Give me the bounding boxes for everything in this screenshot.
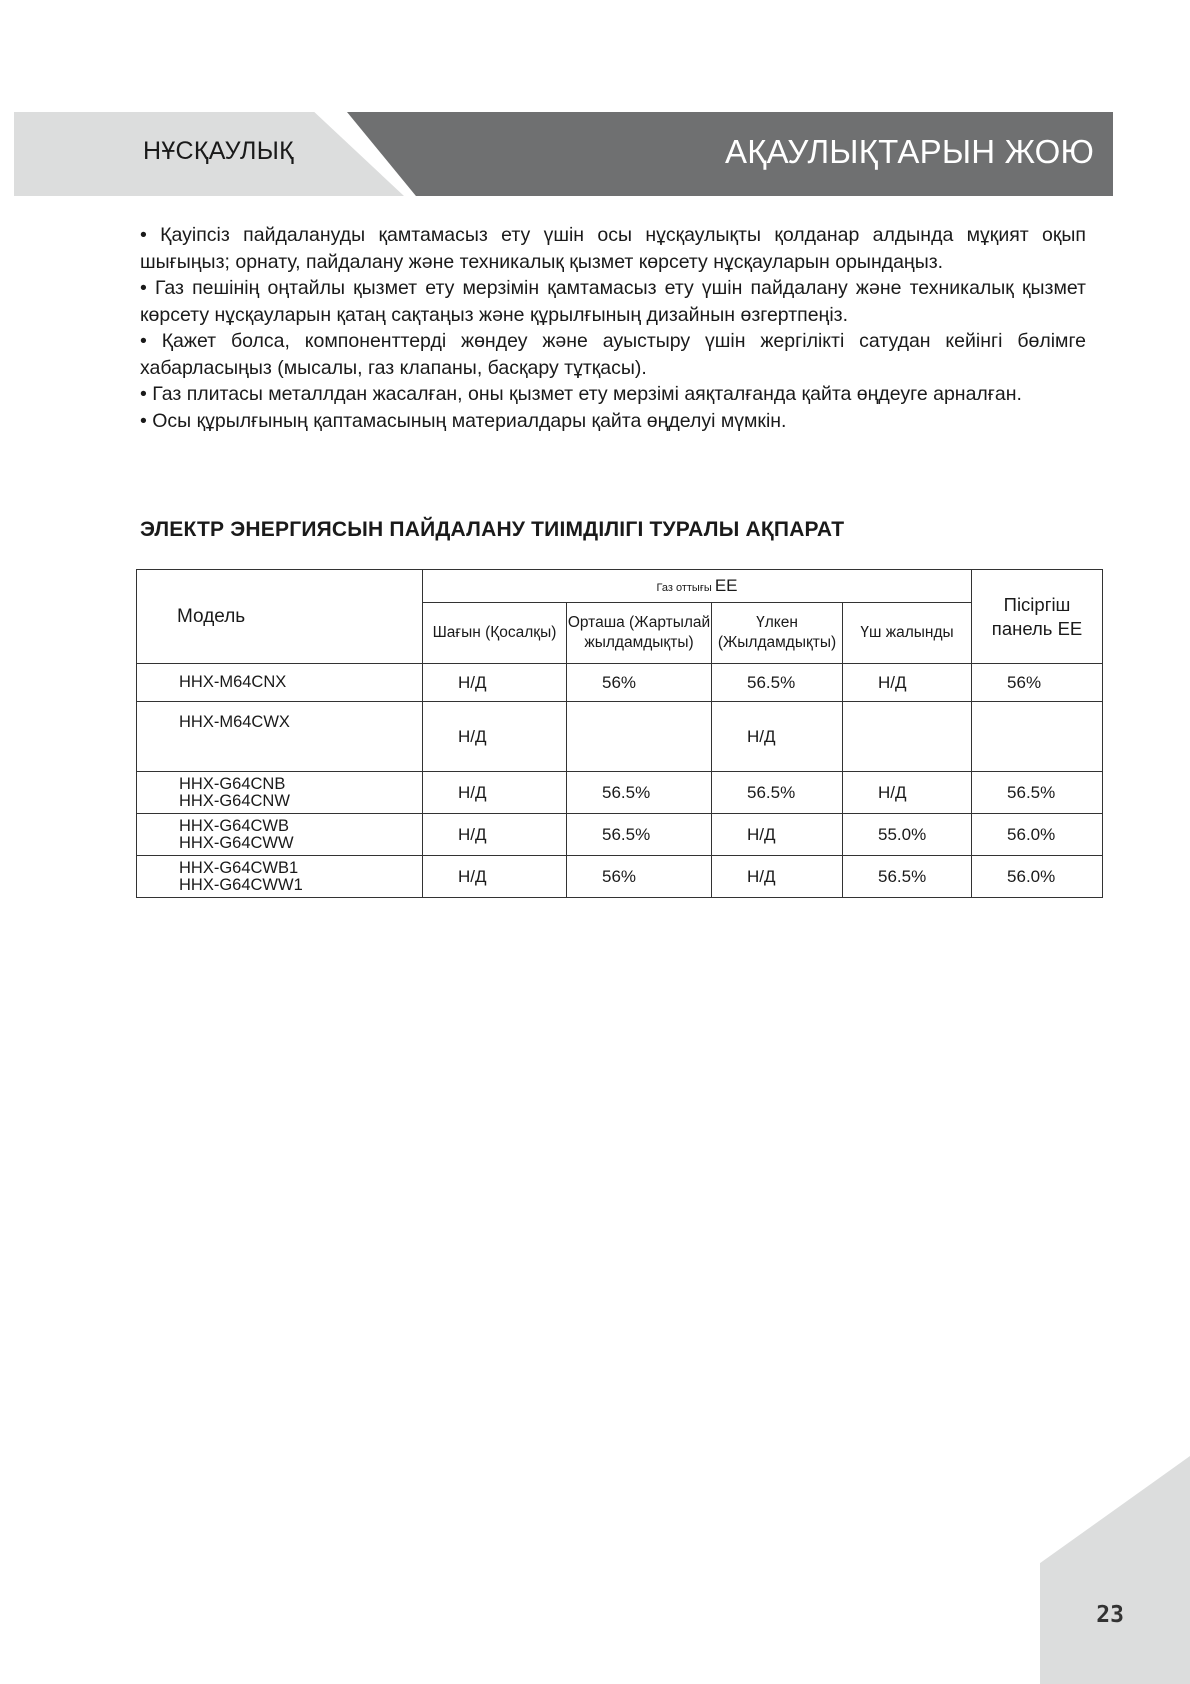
model-cell — [137, 814, 423, 856]
large-burner-value: Н/Д — [712, 814, 843, 856]
model-name: HHX-G64CWB1 — [179, 858, 299, 877]
triple-burner-value: Н/Д — [843, 664, 972, 702]
header-large-burner: Үлкен (Жылдамдықты) — [712, 603, 843, 664]
small-burner-value: Н/Д — [423, 856, 567, 898]
large-burner-value: Н/Д — [712, 702, 843, 772]
medium-burner-value: 56% — [567, 856, 712, 898]
header-gas-burner-label: Газ оттығы — [656, 582, 712, 594]
model-name: HHX-G64CWB — [179, 816, 290, 835]
header-ee-label: EE — [714, 576, 738, 595]
header-small-burner: Шағын (Қосалқы) — [423, 603, 567, 664]
page-corner-tab — [1040, 1456, 1190, 1684]
header-left-title: НҰСҚАУЛЫҚ — [143, 137, 295, 165]
small-burner-value: Н/Д — [423, 772, 567, 814]
triple-burner-value — [843, 702, 972, 772]
intro-paragraph: • Газ плитасы металлдан жасалған, оны қызмет ету мерзімі аяқталғанда қайта өңдеуге арналған. — [140, 383, 1022, 405]
intro-paragraph: • Қауіпсіз пайдалануды қамтамасыз ету үшін осы нұсқаулықты қолданар алдында мұқият оқып шығыңыз; орнату, пайдалану және техникалық қызмет көрсету нұсқауларын орындаңыз. — [140, 224, 1086, 273]
hob-ee-value: 56% — [972, 664, 1103, 702]
small-burner-value: Н/Д — [423, 664, 567, 702]
model-cell — [137, 856, 423, 898]
table-row — [137, 814, 1103, 856]
small-burner-value: Н/Д — [423, 814, 567, 856]
page-number: 23 — [1096, 1602, 1124, 1628]
model-name: HHX-G64CNW — [179, 791, 290, 810]
hob-ee-value: 56.5% — [972, 772, 1103, 814]
header-gas-burner-ee — [423, 570, 972, 603]
medium-burner-value: 56% — [567, 664, 712, 702]
energy-efficiency-table — [136, 569, 1103, 898]
section-title: ЭЛЕКТР ЭНЕРГИЯСЫН ПАЙДАЛАНУ ТИІМДІЛІГІ ТУРАЛЫ АҚПАРАТ — [140, 518, 845, 541]
model-name: HHX-G64CNB — [179, 774, 286, 793]
table-row — [137, 702, 1103, 772]
small-burner-value: Н/Д — [423, 702, 567, 772]
hob-ee-value — [972, 702, 1103, 772]
triple-burner-value: 55.0% — [843, 814, 972, 856]
table-row — [137, 664, 1103, 702]
medium-burner-value: 56.5% — [567, 814, 712, 856]
triple-burner-value: Н/Д — [843, 772, 972, 814]
medium-burner-value: 56.5% — [567, 772, 712, 814]
header-triple-burner: Үш жалынды — [843, 603, 972, 664]
large-burner-value: 56.5% — [712, 664, 843, 702]
model-name: HHX-G64CWW — [179, 833, 294, 852]
triple-burner-value: 56.5% — [843, 856, 972, 898]
large-burner-value: 56.5% — [712, 772, 843, 814]
model-cell — [137, 702, 423, 772]
model-name: HHX-G64CWW1 — [179, 875, 303, 894]
model-name: HHX-M64CWX — [179, 713, 290, 731]
hob-ee-value: 56.0% — [972, 856, 1103, 898]
table-row — [137, 856, 1103, 898]
intro-paragraph: • Қажет болса, компоненттерді жөндеу және ауыстыру үшін жергілікті сатудан кейінгі бөлімге хабарласыңыз (мысалы, газ клапаны, басқару тұтқасы). — [140, 330, 1086, 379]
hob-ee-value: 56.0% — [972, 814, 1103, 856]
model-name: HHX-M64CNX — [179, 673, 287, 691]
large-burner-value: Н/Д — [712, 856, 843, 898]
intro-paragraph: • Осы құрылғының қаптамасының материалдары қайта өңделуі мүмкін. — [140, 409, 787, 432]
header-right-title: АҚАУЛЫҚТАРЫН ЖОЮ — [724, 133, 1094, 170]
medium-burner-value — [567, 702, 712, 772]
intro-paragraph: • Газ пешінің оңтайлы қызмет ету мерзімін қамтамасыз ету үшін пайдалану және техникалық қызмет көрсету нұсқауларын қатаң сақтаңыз және құрылғының дизайнын өзгертпеңіз. — [140, 277, 1086, 326]
header-model: Модель — [137, 570, 423, 664]
table-row — [137, 772, 1103, 814]
header-hob-ee: Пісіргіш панель ЕЕ — [972, 570, 1103, 664]
model-cell — [137, 772, 423, 814]
model-cell — [137, 664, 423, 702]
intro-text — [140, 222, 1086, 434]
header-medium-burner: Орташа (Жартылай жылдамдықты) — [567, 603, 712, 664]
